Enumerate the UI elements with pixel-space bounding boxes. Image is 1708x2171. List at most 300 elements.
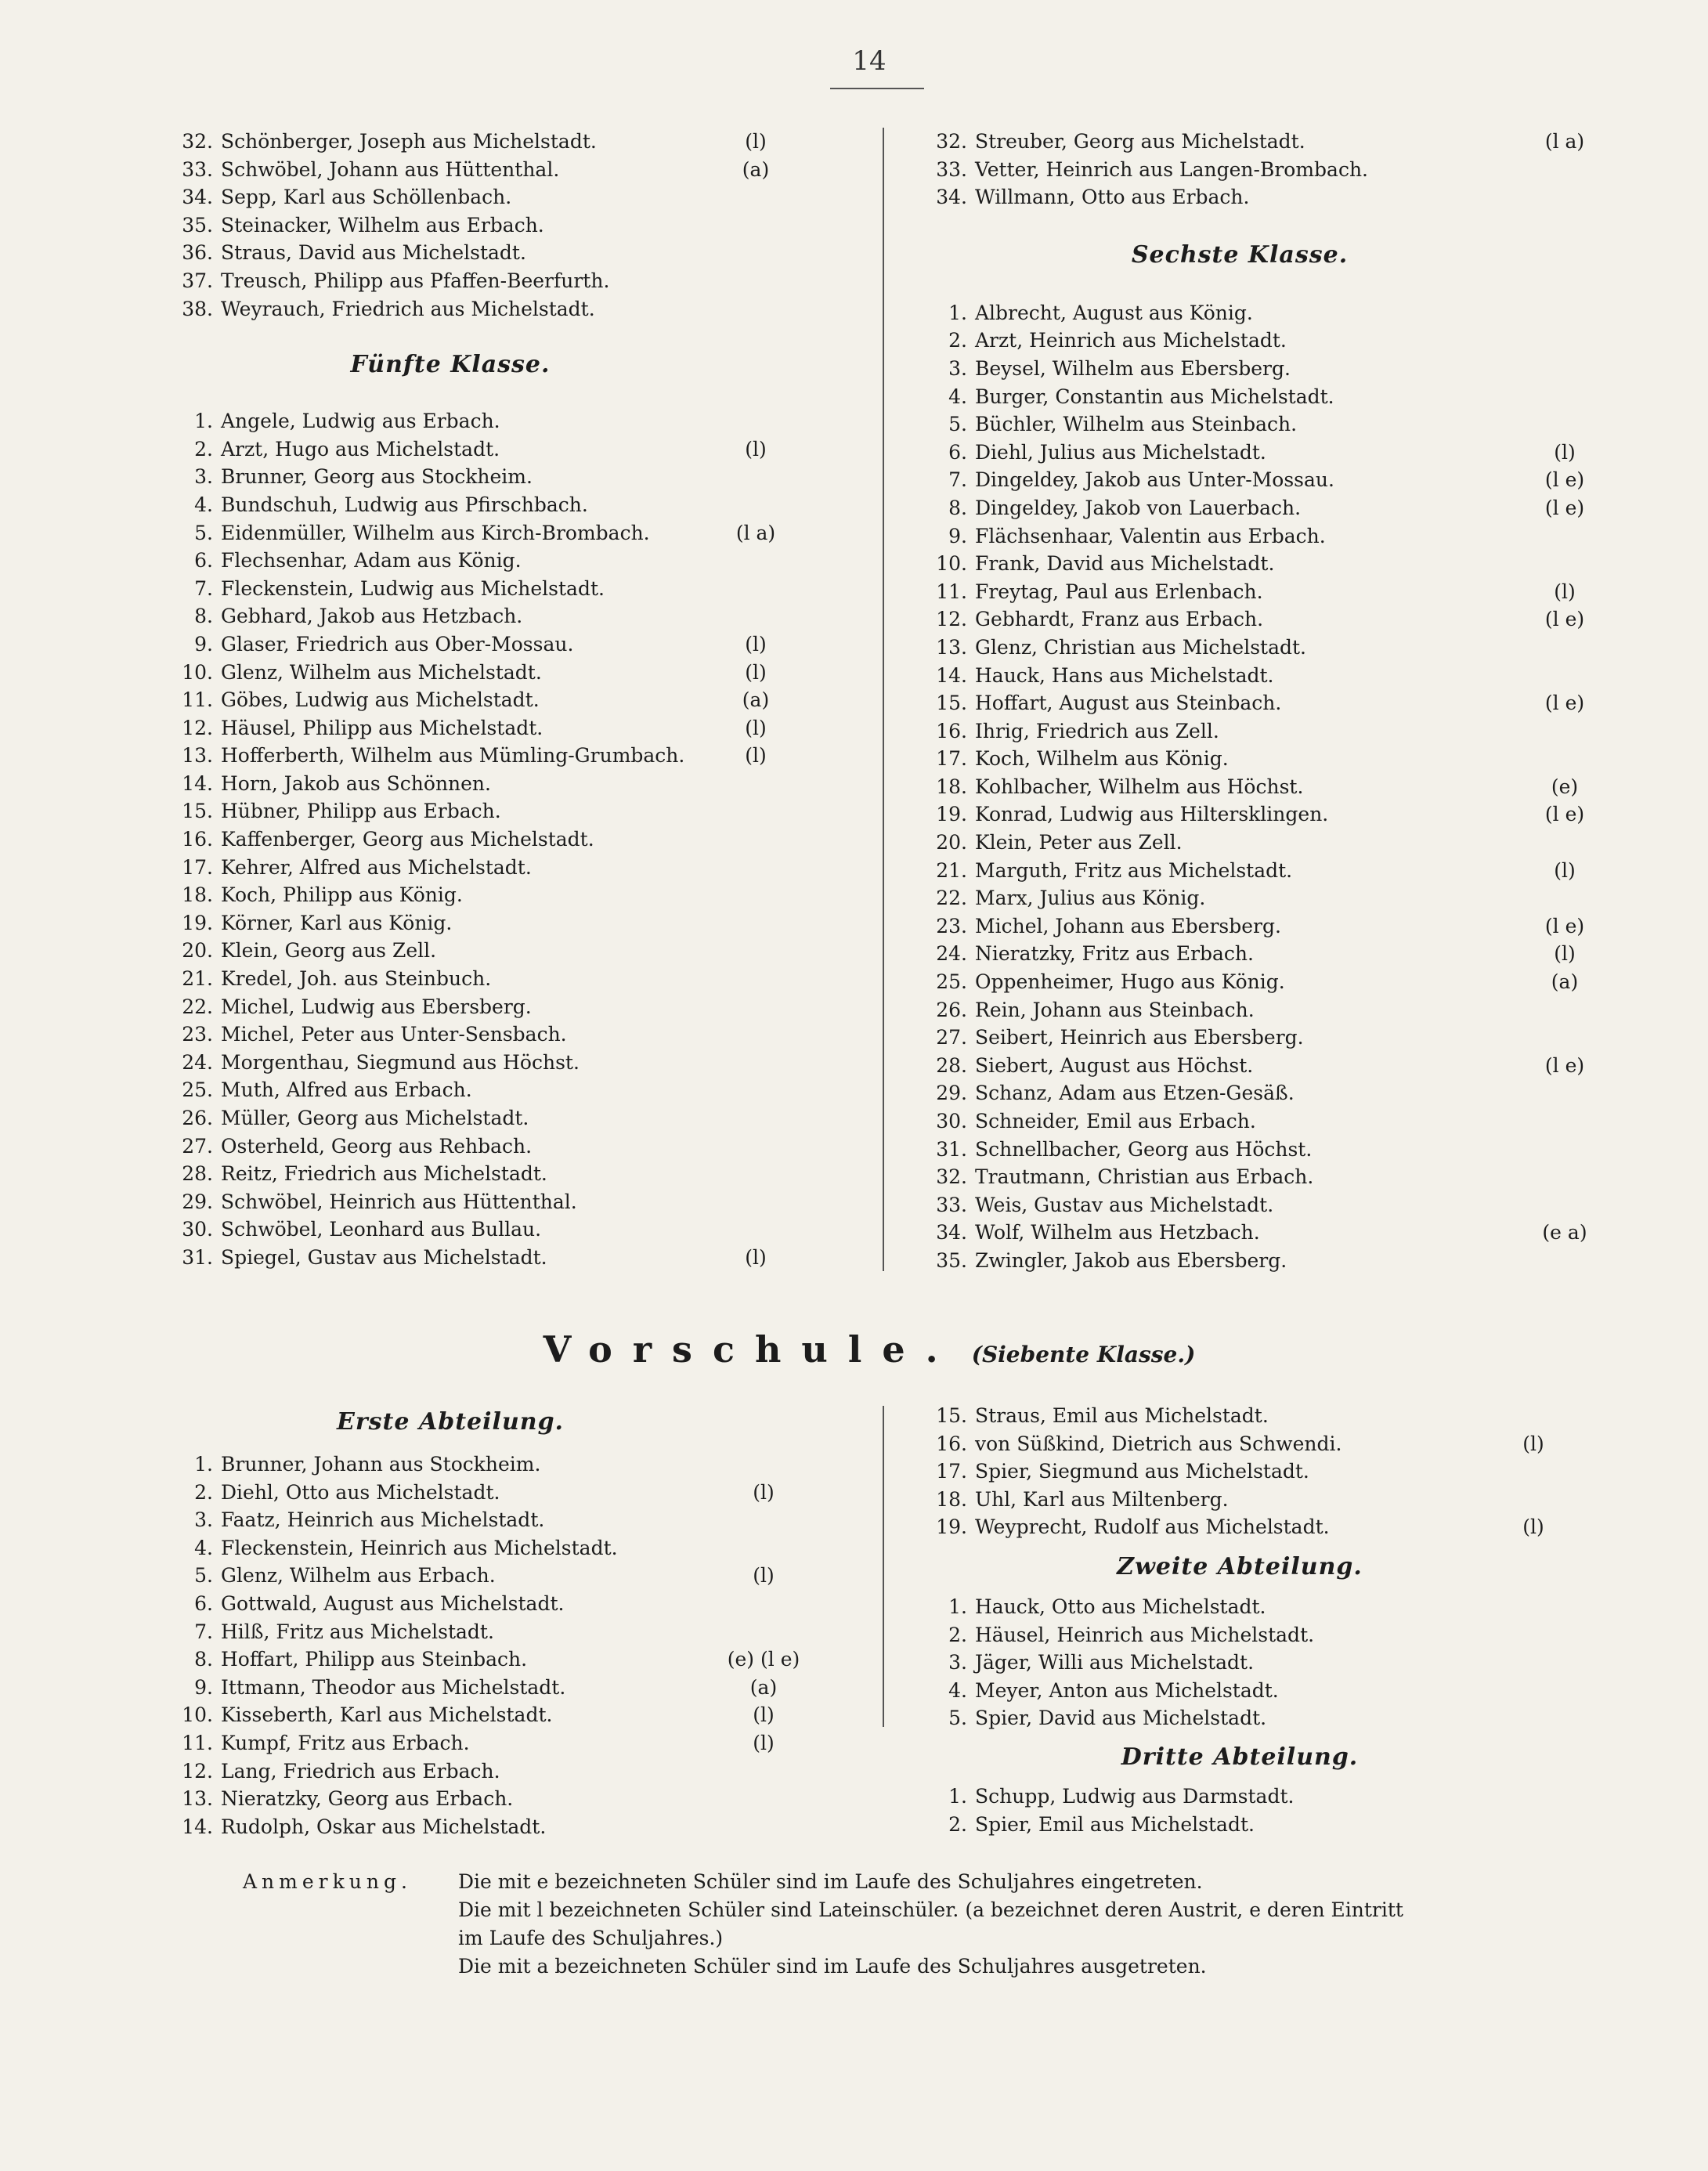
list-item-mark: (l): [1554, 942, 1576, 966]
list-item-name: Dingeldey, Jakob aus Unter-Mossau.: [975, 468, 1334, 492]
list-item: [926, 1677, 1600, 1705]
list-item: [926, 1024, 1600, 1052]
list-item-number: 30.: [182, 1218, 213, 1241]
list-item-number: 23.: [182, 1023, 213, 1046]
note-line-1: Die mit e bezeichneten Schüler sind im Laufe des Schuljahres eingetreten.: [458, 1870, 1203, 1893]
list-item-number: 31.: [182, 1245, 213, 1269]
list-item: [926, 128, 1600, 156]
list-item-number: 16.: [182, 828, 213, 851]
note-label: Anmerkung.: [243, 1870, 412, 1893]
list-item: [172, 156, 814, 184]
list-item-number: 2.: [948, 329, 967, 352]
list-item-number: 8.: [948, 496, 967, 519]
list-item-name: Klein, Georg aus Zell.: [221, 939, 437, 963]
list-dritte-abteilung: [926, 1783, 1600, 1838]
list-item-name: Kehrer, Alfred aus Michelstadt.: [221, 855, 532, 879]
list-item-number: 38.: [182, 297, 213, 320]
list-item: [926, 550, 1600, 578]
list-item: [172, 267, 814, 295]
list-item: [926, 912, 1600, 941]
list-item-number: 28.: [182, 1162, 213, 1186]
list-item-number: 1.: [194, 1453, 213, 1476]
list-item-name: Marx, Julius aus König.: [975, 887, 1206, 910]
list-item-name: Meyer, Anton aus Michelstadt.: [975, 1678, 1279, 1702]
list-item-mark: (l): [1554, 440, 1576, 464]
list-item-number: 18.: [182, 883, 213, 907]
list-item-name: Fleckenstein, Ludwig aus Michelstadt.: [221, 576, 605, 600]
list-item: [172, 1618, 814, 1646]
list-item-number: 11.: [182, 688, 213, 712]
list-item-name: Spiegel, Gustav aus Michelstadt.: [221, 1245, 547, 1269]
list-item-mark: (l): [1522, 1432, 1544, 1455]
list-item-number: 7.: [948, 468, 967, 492]
list-item-number: 18.: [936, 775, 967, 798]
list-item: [172, 686, 814, 714]
list-item-mark: (l e): [1544, 914, 1585, 937]
list-fuenfte-klasse: [172, 407, 814, 1271]
list-item-name: Schnellbacher, Georg aus Höchst.: [975, 1137, 1313, 1161]
list-item-mark: (l): [1554, 580, 1576, 603]
list-item-number: 36.: [182, 241, 213, 265]
list-item-number: 25.: [936, 970, 967, 994]
list-item-name: Zwingler, Jakob aus Ebersberg.: [975, 1248, 1287, 1272]
heading-dritte-abteilung: Dritte Abteilung.: [1121, 1743, 1359, 1771]
list-item-number: 12.: [182, 1759, 213, 1783]
list-item: [172, 463, 814, 491]
list-item-name: Schupp, Ludwig aus Darmstadt.: [975, 1784, 1295, 1808]
list-item-mark: (l): [745, 660, 767, 684]
list-item-number: 23.: [936, 914, 967, 937]
list-item: [172, 1479, 814, 1507]
list-item-mark: (l): [753, 1731, 775, 1754]
list-item-mark: (l): [1554, 858, 1576, 882]
list-item-number: 13.: [182, 1787, 213, 1811]
list-item-name: Bundschuh, Ludwig aus Pfirschbach.: [221, 493, 588, 516]
list-item-name: Michel, Ludwig aus Ebersberg.: [221, 995, 532, 1018]
list-item-number: 32.: [936, 1165, 967, 1189]
list-item-number: 26.: [182, 1107, 213, 1129]
list-item-name: Weyrauch, Friedrich aus Michelstadt.: [221, 297, 595, 320]
list-item-mark: (l e): [1544, 803, 1585, 826]
list-item: [926, 829, 1600, 857]
list-item-number: 1.: [948, 301, 967, 324]
list-item-name: Ittmann, Theodor aus Michelstadt.: [221, 1675, 566, 1699]
list-item-number: 7.: [194, 576, 213, 600]
list-item-mark: (l e): [1544, 468, 1585, 492]
list-item: [926, 1649, 1600, 1677]
list-item: [926, 1079, 1600, 1107]
list-item-name: Brunner, Johann aus Stockheim.: [221, 1453, 541, 1476]
list-item-number: 11.: [182, 1731, 213, 1754]
list-item: [172, 1562, 814, 1590]
list-item-number: 3.: [194, 465, 213, 489]
list-item: [172, 128, 814, 156]
list-item-name: Diehl, Otto aus Michelstadt.: [221, 1480, 500, 1504]
list-item: [926, 1219, 1600, 1247]
list-item-number: 17.: [936, 747, 967, 771]
list-item-mark: (l a): [735, 521, 776, 544]
list-item-name: Weyprecht, Rudolf aus Michelstadt.: [975, 1515, 1330, 1539]
list-item: [172, 1590, 814, 1618]
list-item-number: 18.: [936, 1487, 967, 1511]
list-item-name: Koch, Philipp aus König.: [221, 883, 463, 907]
list-item-name: Kohlbacher, Wilhelm aus Höchst.: [975, 775, 1304, 798]
list-item-number: 10.: [936, 552, 967, 576]
list-item-mark: (a): [749, 1675, 778, 1699]
list-item: [926, 605, 1600, 634]
list-erste-abteilung-cont: [926, 1402, 1600, 1541]
list-item-number: 27.: [182, 1134, 213, 1158]
list-item-number: 33.: [936, 157, 967, 181]
list-item-name: Nieratzky, Georg aus Erbach.: [221, 1787, 514, 1811]
list-item-name: Sepp, Karl aus Schöllenbach.: [221, 186, 512, 209]
list-item-number: 21.: [182, 967, 213, 991]
list-item-number: 15.: [936, 692, 967, 715]
list-item-name: Schneider, Emil aus Erbach.: [975, 1110, 1256, 1132]
list-item-name: Körner, Karl aus König.: [221, 911, 453, 934]
list-item-name: Hauck, Otto aus Michelstadt.: [975, 1595, 1266, 1618]
list-item-name: Spier, Siegmund aus Michelstadt.: [975, 1460, 1309, 1483]
list-item: [172, 547, 814, 575]
list-item-number: 19.: [936, 1515, 967, 1539]
list-item: [926, 383, 1600, 411]
list-item-name: Arzt, Hugo aus Michelstadt.: [221, 437, 500, 461]
list-item-name: Faatz, Heinrich aus Michelstadt.: [221, 1508, 545, 1532]
list-item: [926, 1783, 1600, 1811]
list-item: [172, 211, 814, 240]
list-item-number: 6.: [948, 440, 967, 464]
list-item-number: 1.: [948, 1784, 967, 1808]
list-item-number: 21.: [936, 858, 967, 882]
list-item: [926, 1052, 1600, 1080]
list-item-number: 5.: [948, 1707, 967, 1730]
list-item-name: Frank, David aus Michelstadt.: [975, 552, 1275, 576]
list-item-number: 16.: [936, 719, 967, 742]
list-item-number: 33.: [182, 157, 213, 181]
list-item-number: 5.: [194, 1564, 213, 1588]
list-item-name: Göbes, Ludwig aus Michelstadt.: [221, 688, 540, 712]
heading-zweite-abteilung: Zweite Abteilung.: [1117, 1552, 1363, 1580]
lower-left-column: [172, 1394, 814, 1840]
list-item-number: 34.: [936, 186, 967, 209]
list-item-name: Rein, Johann aus Steinbach.: [975, 998, 1255, 1021]
list-item: [926, 1593, 1600, 1621]
list-item-number: 4.: [948, 1678, 967, 1702]
list-item-number: 9.: [948, 524, 967, 547]
list-item: [926, 1621, 1600, 1649]
list-item-number: 19.: [182, 911, 213, 934]
list-item-name: Nieratzky, Fritz aus Erbach.: [975, 942, 1254, 966]
list-item: [172, 1506, 814, 1534]
note-line-4: Die mit a bezeichneten Schüler sind im Laufe des Schuljahres ausgetreten.: [458, 1955, 1207, 1978]
list-item-number: 1.: [194, 410, 213, 433]
list-item-number: 9.: [194, 632, 213, 656]
list-item: [172, 937, 814, 965]
list-item: [172, 1020, 814, 1049]
list-item: [172, 909, 814, 937]
list-item: [926, 996, 1600, 1024]
note-line-3: im Laufe des Schuljahres.): [458, 1927, 724, 1949]
list-item-name: Streuber, Georg aus Michelstadt.: [975, 130, 1305, 153]
list-item-name: Hilß, Fritz aus Michelstadt.: [221, 1620, 494, 1643]
list-item-name: Schönberger, Joseph aus Michelstadt.: [221, 130, 597, 153]
list-item-number: 9.: [194, 1675, 213, 1699]
list-item-number: 34.: [182, 186, 213, 209]
list-item: [926, 1430, 1600, 1458]
list-item: [926, 634, 1600, 662]
list-item: [926, 1486, 1600, 1514]
list-item-number: 5.: [948, 413, 967, 436]
list-item-name: Beysel, Wilhelm aus Ebersberg.: [975, 356, 1291, 380]
list-item-mark: (l e): [1544, 692, 1585, 715]
column-divider-upper: [883, 128, 884, 1271]
list-item-name: Steinacker, Wilhelm aus Erbach.: [221, 213, 544, 237]
list-item-number: 13.: [182, 744, 213, 768]
list-item-number: 19.: [936, 803, 967, 826]
list-item-number: 28.: [936, 1053, 967, 1077]
list-item-mark: (l): [745, 632, 767, 656]
list-item: [926, 1191, 1600, 1219]
list-item-mark: (e) (l e): [727, 1648, 800, 1671]
list-item-name: Michel, Peter aus Unter-Sensbach.: [221, 1023, 567, 1046]
list-item-mark: (l): [745, 744, 767, 768]
page-number-rule: [830, 88, 924, 89]
heading-erste-abteilung: Erste Abteilung.: [337, 1408, 564, 1436]
list-zweite-abteilung: [926, 1593, 1600, 1732]
list-item-name: Glenz, Christian aus Michelstadt.: [975, 635, 1306, 659]
list-item-name: Treusch, Philipp aus Pfaffen-Beerfurth.: [221, 269, 610, 292]
list-item-name: Gottwald, August aus Michelstadt.: [221, 1591, 565, 1615]
page-number: 14: [852, 45, 886, 77]
list-item: [172, 1160, 814, 1188]
list-top-right: [926, 128, 1600, 211]
list-item-name: Fleckenstein, Heinrich aus Michelstadt.: [221, 1536, 618, 1559]
list-item-number: 17.: [182, 855, 213, 879]
list-item-number: 3.: [948, 1651, 967, 1674]
list-item-name: Oppenheimer, Hugo aus König.: [975, 970, 1285, 994]
heading-fuenfte-klasse: Fünfte Klasse.: [350, 351, 551, 379]
list-item-name: Siebert, August aus Höchst.: [975, 1053, 1254, 1077]
list-item-name: Hoffart, August aus Steinbach.: [975, 692, 1282, 715]
list-item: [926, 1513, 1600, 1541]
list-item: [172, 239, 814, 267]
list-item: [172, 1674, 814, 1702]
list-item-number: 25.: [182, 1078, 213, 1102]
list-item: [172, 1049, 814, 1077]
list-item-number: 22.: [182, 995, 213, 1018]
list-item-number: 15.: [182, 800, 213, 823]
list-item-name: Lang, Friedrich aus Erbach.: [221, 1759, 500, 1783]
list-item-name: Seibert, Heinrich aus Ebersberg.: [975, 1026, 1304, 1049]
list-item: [926, 410, 1600, 439]
list-item-number: 2.: [948, 1812, 967, 1836]
list-item-name: Klein, Peter aus Zell.: [975, 831, 1183, 854]
list-item-number: 26.: [936, 998, 967, 1021]
list-item-mark: (l): [745, 437, 767, 461]
list-item-number: 14.: [182, 1815, 213, 1838]
list-item-number: 24.: [936, 942, 967, 966]
list-item-mark: (l): [745, 1245, 767, 1269]
list-item-number: 17.: [936, 1460, 967, 1483]
list-item: [926, 156, 1600, 184]
list-item: [172, 407, 814, 435]
list-item-mark: (e a): [1542, 1221, 1587, 1244]
list-item: [926, 717, 1600, 746]
list-item-name: Burger, Constantin aus Michelstadt.: [975, 385, 1334, 408]
list-item-name: Spier, David aus Michelstadt.: [975, 1707, 1267, 1730]
list-item-number: 5.: [194, 521, 213, 544]
list-item: [926, 439, 1600, 467]
list-item: [172, 1701, 814, 1729]
list-item: [172, 714, 814, 742]
list-item-name: Horn, Jakob aus Schönnen.: [221, 771, 491, 795]
list-item-number: 2.: [194, 437, 213, 461]
list-item-name: Marguth, Fritz aus Michelstadt.: [975, 858, 1293, 882]
list-item: [172, 1104, 814, 1132]
list-item: [172, 1188, 814, 1216]
list-item-name: Kisseberth, Karl aus Michelstadt.: [221, 1703, 553, 1727]
list-item-number: 32.: [182, 130, 213, 153]
list-item-mark: (l): [753, 1480, 775, 1504]
list-item-name: Hofferberth, Wilhelm aus Mümling-Grumbach.: [221, 744, 685, 768]
list-item-mark: (l): [753, 1564, 775, 1588]
list-item-name: Dingeldey, Jakob von Lauerbach.: [975, 496, 1302, 519]
list-item-mark: (l): [1522, 1515, 1544, 1539]
list-item-number: 31.: [936, 1137, 967, 1161]
list-item-name: Straus, David aus Michelstadt.: [221, 241, 526, 265]
list-item-number: 10.: [182, 1703, 213, 1727]
list-item-name: Wolf, Wilhelm aus Hetzbach.: [975, 1221, 1260, 1244]
list-item-number: 4.: [194, 493, 213, 516]
list-item: [926, 1247, 1600, 1275]
list-item: [926, 662, 1600, 690]
list-item-name: Glenz, Wilhelm aus Michelstadt.: [221, 660, 542, 684]
list-item: [172, 1216, 814, 1244]
list-erste-abteilung: [172, 1450, 814, 1840]
list-item: [926, 1704, 1600, 1732]
list-item: [172, 519, 814, 547]
list-item-number: 29.: [936, 1082, 967, 1105]
list-item-name: Reitz, Friedrich aus Michelstadt.: [221, 1162, 547, 1186]
list-item: [172, 630, 814, 659]
list-item: [926, 689, 1600, 717]
list-item: [172, 1132, 814, 1161]
list-item-mark: (a): [1551, 970, 1579, 994]
list-item-name: Spier, Emil aus Michelstadt.: [975, 1812, 1255, 1836]
upper-right-column: [926, 128, 1600, 1275]
list-item-number: 10.: [182, 660, 213, 684]
list-item: [172, 742, 814, 770]
list-item-name: Trautmann, Christian aus Erbach.: [975, 1165, 1314, 1189]
list-item: [926, 884, 1600, 912]
list-item: [172, 965, 814, 993]
list-item-number: 33.: [936, 1193, 967, 1216]
list-item-number: 4.: [194, 1536, 213, 1559]
upper-left-column: [172, 128, 814, 1272]
list-item: [172, 854, 814, 882]
list-item-name: Freytag, Paul aus Erlenbach.: [975, 580, 1263, 603]
list-item-number: 30.: [936, 1110, 967, 1132]
list-item-number: 29.: [182, 1190, 213, 1213]
list-item-name: Kaffenberger, Georg aus Michelstadt.: [221, 828, 594, 851]
list-sechste-klasse: [926, 299, 1600, 1275]
list-item-name: Brunner, Georg aus Stockheim.: [221, 465, 533, 489]
list-item: [926, 355, 1600, 383]
list-item-name: Jäger, Willi aus Michelstadt.: [975, 1651, 1255, 1674]
list-item-name: von Süßkind, Dietrich aus Schwendi.: [975, 1432, 1342, 1455]
list-item-name: Weis, Gustav aus Michelstadt.: [975, 1193, 1274, 1216]
list-item-number: 1.: [948, 1595, 967, 1618]
list-item-number: 15.: [936, 1404, 967, 1427]
list-item: [172, 1244, 814, 1272]
list-item-name: Gebhard, Jakob aus Hetzbach.: [221, 605, 523, 628]
vorschule-subtitle: (Siebente Klasse.): [971, 1342, 1196, 1367]
list-item-number: 22.: [936, 887, 967, 910]
list-item-name: Kredel, Joh. aus Steinbuch.: [221, 967, 492, 991]
list-item: [926, 857, 1600, 885]
list-item-number: 7.: [194, 1620, 213, 1643]
list-item-name: Konrad, Ludwig aus Hiltersklingen.: [975, 803, 1329, 826]
list-item: [172, 825, 814, 854]
list-item-name: Angele, Ludwig aus Erbach.: [221, 410, 500, 433]
list-item-name: Kumpf, Fritz aus Erbach.: [221, 1731, 470, 1754]
list-item-name: Diehl, Julius aus Michelstadt.: [975, 440, 1266, 464]
list-item-number: 32.: [936, 130, 967, 153]
list-item-number: 13.: [936, 635, 967, 659]
list-item: [172, 1757, 814, 1786]
list-item-name: Straus, Emil aus Michelstadt.: [975, 1404, 1269, 1427]
list-item-number: 12.: [936, 608, 967, 631]
list-item-name: Hauck, Hans aus Michelstadt.: [975, 663, 1274, 687]
list-item-mark: (l e): [1544, 1053, 1585, 1077]
list-item: [926, 940, 1600, 968]
list-item-name: Häusel, Philipp aus Michelstadt.: [221, 716, 543, 739]
list-item-name: Ihrig, Friedrich aus Zell.: [975, 719, 1219, 742]
list-item-name: Arzt, Heinrich aus Michelstadt.: [975, 329, 1287, 352]
list-item: [172, 1785, 814, 1813]
list-item-number: 27.: [936, 1026, 967, 1049]
list-item: [926, 773, 1600, 801]
list-item: [926, 327, 1600, 355]
list-item-name: Schwöbel, Heinrich aus Hüttenthal.: [221, 1190, 577, 1213]
list-item-number: 37.: [182, 269, 213, 292]
list-item-name: Schwöbel, Leonhard aus Bullau.: [221, 1218, 542, 1241]
list-item-number: 6.: [194, 549, 213, 573]
list-item-number: 2.: [194, 1480, 213, 1504]
list-item-name: Michel, Johann aus Ebersberg.: [975, 914, 1281, 937]
list-item: [172, 1076, 814, 1104]
list-item-number: 3.: [194, 1508, 213, 1532]
list-item: [926, 494, 1600, 522]
list-item: [172, 1450, 814, 1479]
list-item: [926, 299, 1600, 327]
list-item-mark: (l): [745, 130, 767, 153]
list-item: [172, 491, 814, 519]
list-item-name: Rudolph, Oskar aus Michelstadt.: [221, 1815, 547, 1838]
list-item: [926, 1107, 1600, 1136]
list-item: [926, 1402, 1600, 1430]
list-item: [926, 1458, 1600, 1486]
list-item-name: Willmann, Otto aus Erbach.: [975, 186, 1250, 209]
list-item-number: 34.: [936, 1221, 967, 1244]
list-item: [172, 881, 814, 909]
lower-right-column: [926, 1402, 1600, 1838]
list-item-number: 14.: [182, 771, 213, 795]
list-item-name: Eidenmüller, Wilhelm aus Kirch-Brombach.: [221, 521, 650, 544]
list-top-left: [172, 128, 814, 323]
note-line-2: Die mit l bezeichneten Schüler sind Lateinschüler. (a bezeichnet deren Austrit, e deren Eintritt: [458, 1898, 1403, 1921]
list-item-number: 20.: [182, 939, 213, 963]
